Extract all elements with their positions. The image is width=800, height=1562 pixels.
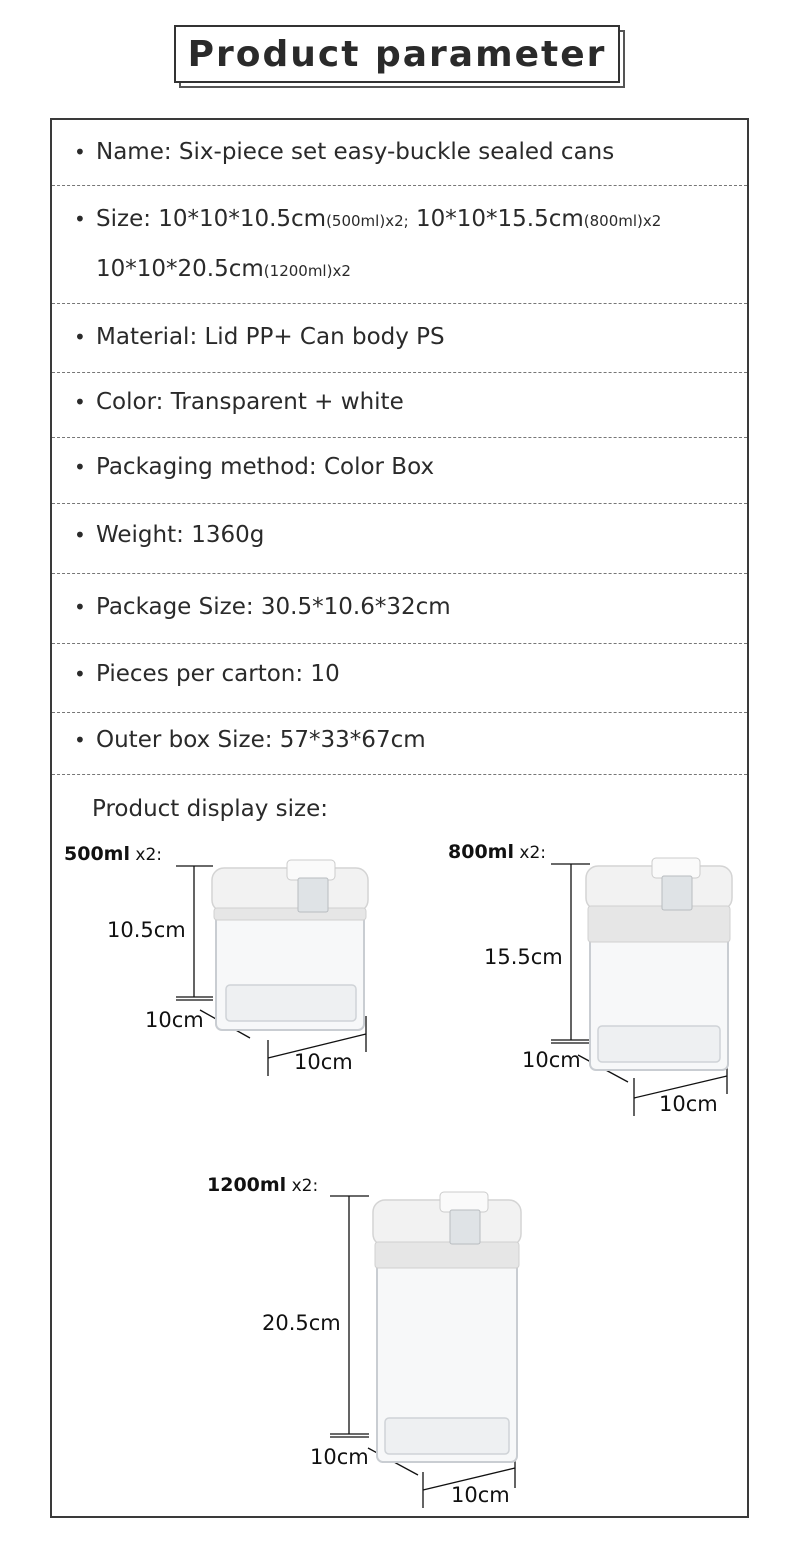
product-500-depth: 10cm: [145, 1008, 204, 1032]
product-500-width: 10cm: [294, 1050, 353, 1074]
bullet-icon: •: [74, 325, 86, 349]
param-weight: Weight: 1360g: [96, 522, 265, 548]
product-1200-width: 10cm: [451, 1483, 510, 1507]
bullet-icon: •: [74, 662, 86, 686]
size-1200: 10*10*20.5cm: [96, 256, 264, 282]
bullet-icon: •: [74, 390, 86, 414]
size-500-note: (500ml)x2;: [326, 212, 409, 230]
product-1200-label: 1200ml x2:: [207, 1174, 319, 1196]
page-title: Product parameter: [187, 33, 607, 75]
product-1200-depth: 10cm: [310, 1445, 369, 1469]
product-1200-height: 20.5cm: [262, 1311, 341, 1335]
param-package-size: Package Size: 30.5*10.6*32cm: [96, 594, 451, 620]
display-size-title: Product display size:: [92, 796, 328, 822]
bullet-icon: •: [74, 595, 86, 619]
product-500-label: 500ml x2:: [64, 843, 162, 865]
param-outer-box: Outer box Size: 57*33*67cm: [96, 727, 426, 753]
param-pieces: Pieces per carton: 10: [96, 661, 340, 687]
size-1200-note: (1200ml)x2: [263, 262, 351, 280]
size-800: 10*10*15.5cm: [408, 206, 584, 232]
bullet-icon: •: [74, 523, 86, 547]
product-800-height: 15.5cm: [484, 945, 563, 969]
bullet-icon: •: [74, 455, 86, 479]
param-color: Color: Transparent + white: [96, 389, 404, 415]
bullet-icon: •: [74, 728, 86, 752]
param-name: Name: Six-piece set easy-buckle sealed cans: [96, 139, 615, 165]
bullet-icon: •: [74, 140, 86, 164]
param-packaging: Packaging method: Color Box: [96, 454, 435, 480]
product-800-label: 800ml x2:: [448, 841, 546, 863]
size-500: 10*10*10.5cm: [158, 206, 327, 232]
size-800-note: (800ml)x2: [583, 212, 662, 230]
param-size-label: Size:: [96, 206, 159, 232]
product-500-height: 10.5cm: [107, 918, 186, 942]
param-material: Material: Lid PP+ Can body PS: [96, 324, 445, 350]
bullet-icon: •: [74, 207, 86, 231]
product-800-depth: 10cm: [522, 1048, 581, 1072]
product-800-width: 10cm: [659, 1092, 718, 1116]
